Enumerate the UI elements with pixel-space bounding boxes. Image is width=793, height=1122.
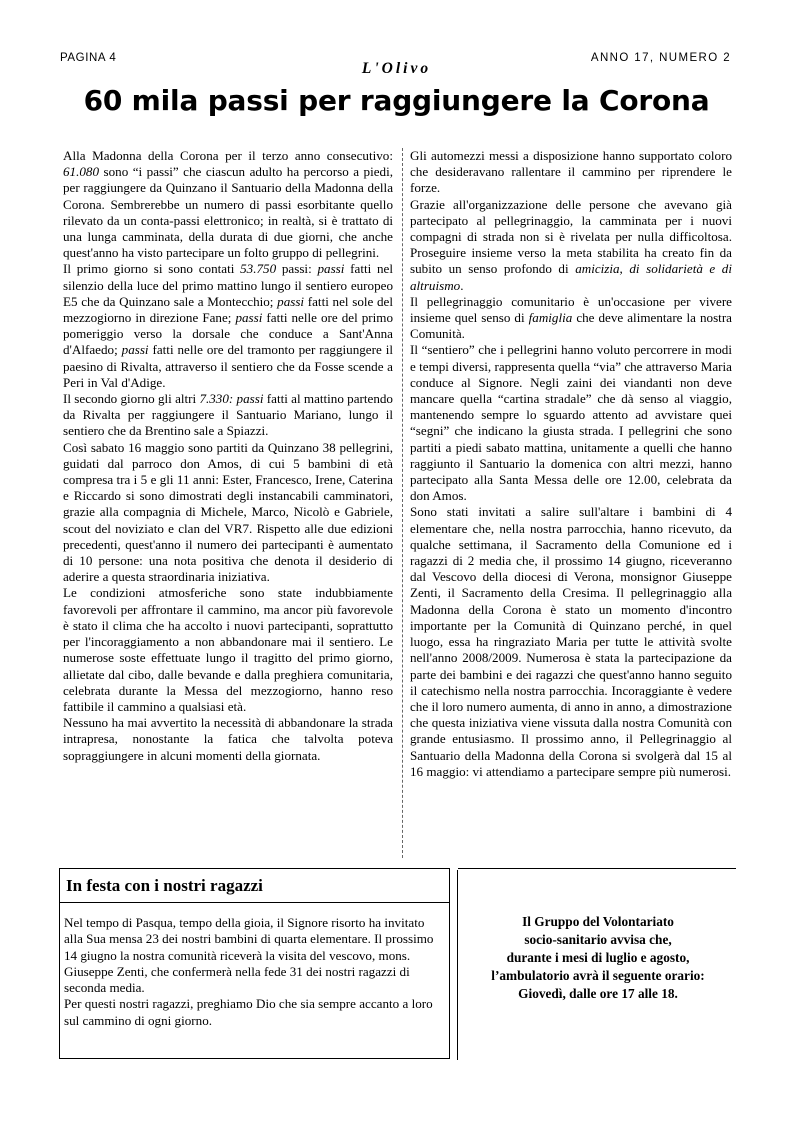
notice-line: l’ambulatorio avrà il seguente orario:: [491, 968, 705, 983]
page-number: PAGINA 4: [60, 52, 117, 64]
article-paragraph: Il “sentiero” che i pellegrini hanno voluto percorrere in modi e tempi diversi, rappresenta quella “via” che attraverso Maria conduce al Signore. Negli zaini dei viandanti non deve mancare quella “cartina stradale” che dà senso al viaggio, mantenendo sempre lo sguardo attento ad avvistare quei “segni” che indicano la giusta strada. I pellegrini che sono partiti a piedi sabato mattina, unitamente a quelli che hanno raggiunto il Santuario la domenica con altri mezzi, hanno partecipato alla Santa Messa delle ore 12.00, celebrata da don Amos.: [410, 342, 732, 504]
news-box-title: In festa con i nostri ragazzi: [66, 876, 263, 895]
notice-line: Il Gruppo del Volontariato: [522, 914, 674, 929]
article-column-left: [63, 148, 393, 764]
notice-line: Giovedì, dalle ore 17 alle 18.: [518, 986, 678, 1001]
article-paragraph: Grazie all'organizzazione delle persone che avevano già partecipato al pellegrinaggio, la camminata per i nuovi compagni di strada non si è rivelata per nulla difficoltosa. Proseguire insieme verso la meta stabilita ha creato fin da subito un senso profondo di amicizia, di solidarietà e di altruismo.: [410, 196, 732, 293]
news-box-body: [64, 915, 442, 1029]
notice-line: socio-sanitario avvisa che,: [524, 932, 672, 947]
newsletter-masthead: L'Olivo: [361, 60, 432, 77]
article-paragraph: Nessuno ha mai avvertito la necessità di abbandonare la strada intrapresa, nonostante la fatica che talvolta poteva sopraggiungere in alcuni momenti della giornata.: [63, 715, 393, 763]
article-paragraph: Gli automezzi messi a disposizione hanno supportato coloro che desideravano rallentare il cammino per riprendere le forze.: [410, 148, 732, 196]
news-box-paragraph: Nel tempo di Pasqua, tempo della gioia, il Signore risorto ha invitato alla Sua mensa 23 dei nostri bambini di quarta elementare. Il prossimo 14 giugno la nostra comunità riceverà la visita del vescovo, mons. Giuseppe Zenti, che confermerà nella fede 31 dei nostri ragazzi di seconda media.: [64, 915, 434, 996]
news-box-divider: [60, 902, 449, 903]
article-paragraph: Le condizioni atmosferiche sono state indubbiamente favorevoli per affrontare il cammino, ma ancor più favorevole è stato il clima che ha accolto i nuovi partecipanti, soprattutto per l'incoraggiamento a non abbandonare mai il sentiero. Le numerose soste effettuate lungo il tragitto del primo giorno, allietate dal cibo, dalle bevande e dalla preghiera comunitaria, celebrata durante la Messa del mezzogiorno, hanno reso fattibile il cammino a qualsiasi età.: [63, 585, 393, 714]
column-divider: [402, 148, 403, 858]
article-paragraph: Il pellegrinaggio comunitario è un'occasione per vivere insieme quel senso di famiglia che deve alimentare la nostra Comunità.: [410, 293, 732, 342]
article-column-right: [410, 148, 732, 780]
news-box-paragraph: Per questi nostri ragazzi, preghiamo Dio che sia sempre accanto a loro sul cammino di ogni giorno.: [64, 996, 433, 1028]
volunteer-notice: [460, 913, 736, 1003]
news-box: [59, 868, 450, 1059]
article-paragraph: Così sabato 16 maggio sono partiti da Quinzano 38 pellegrini, guidati dal parroco don Amos, di cui 5 bambini di età compresa tra i 5 e gli 11 anni: Ester, Francesco, Irene, Caterina e Riccardo si sono dimostrati degli instancabili camminatori, grazie alla compagnia di Michele, Marco, Nicolò e Gabriele, scout del noviziato e clan del VR7. Rispetto alle due edizioni precedenti, quest'anno il numero dei partecipanti è aumentato di 10 persone: una nota positiva che denota il desiderio di aderire a questa straordinaria iniziativa.: [63, 439, 393, 585]
notice-left-rule: [457, 870, 458, 1060]
issue-number: ANNO 17, NUMERO 2: [590, 52, 731, 64]
article-title: 60 mila passi per raggiungere la Corona: [83, 84, 710, 117]
article-paragraph: Alla Madonna della Corona per il terzo anno consecutivo: 61.080 sono “i passi” che ciascun adulto ha percorso a piedi, per raggiungere da Quinzano il Santuario della Madonna della Corona. Sembrerebbe un numero di passi esorbitante quello rilevato da un conta-passi elettronico; in realtà, si è trattato di una lunga camminata, della durata di due giorni, che anche quest'anno ha visto partecipare un folto gruppo di pellegrini.: [63, 148, 393, 261]
notice-line: durante i mesi di luglio e agosto,: [506, 950, 690, 965]
article-paragraph: Il secondo giorno gli altri 7.330: passi fatti al mattino partendo da Rivalta per raggiungere il Santuario Mariano, lungo il sentiero che da Brentino sale a Spiazzi.: [63, 391, 393, 439]
article-paragraph: Il primo giorno si sono contati 53.750 passi: passi fatti nel silenzio della luce del primo mattino lungo il sentiero europeo E5 che da Quinzano sale a Montecchio; passi fatti nel sole del mezzogiorno in direzione Fane; passi fatti nelle ore del primo pomeriggio verso la dorsale che conduce a Sant'Anna d'Alfaedo; passi fatti nelle ore del tramonto per raggiungere il paesino di Rivalta, attraverso il sentiero che da Fosse scende a Peri in Val d'Adige.: [63, 261, 394, 390]
notice-top-rule: [458, 868, 736, 869]
article-paragraph: Sono stati invitati a salire sull'altare i bambini di 4 elementare che, nella nostra parrocchia, hanno ricevuto, da qualche settimana, il Sacramento della Comunione ed i ragazzi di 2 media che, il prossimo 14 giugno, riceveranno dal Vescovo della diocesi di Verona, monsignor Giuseppe Zenti, il Sacramento della Cresima. Il pellegrinaggio alla Madonna della Corona è stato un momento d'incontro importante per la Comunità di Quinzano perché, in quel luogo, essa ha ringraziato Maria per tutte le attività svolte nell'anno 2008/2009. Numerosa è stata la partecipazione da parte dei bambini e dei ragazzi che quest'anno hanno seguito il catechismo nella nostra parrocchia. Incoraggiante è vedere che il loro numero aumenta, di anno in anno, a dimostrazione che questa iniziativa viene vissuta dalla nostra Comunità con grande entusiasmo. Il prossimo anno, il Pellegrinaggio al Santuario della Madonna della Corona si svolgerà dal 15 al 16 maggio: vi attendiamo a partecipare sempre più numerosi.: [410, 504, 732, 779]
